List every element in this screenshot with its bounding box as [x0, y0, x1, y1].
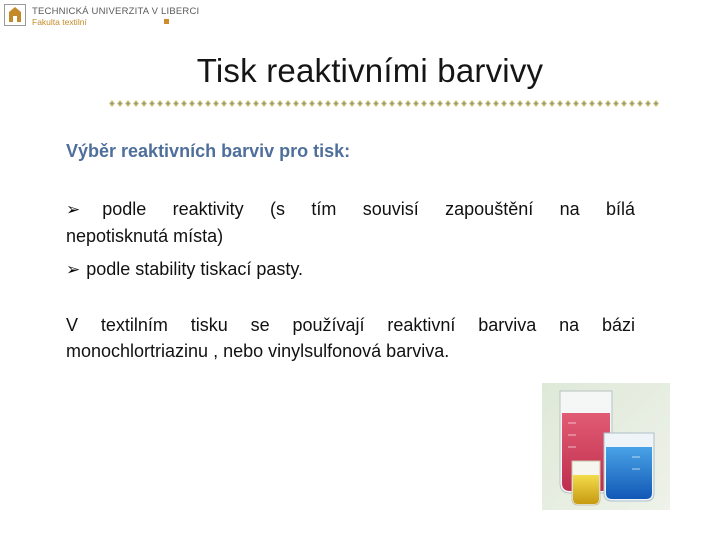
- body-paragraph: [66, 312, 635, 364]
- bullet-line-2: nepotisknutá místa): [66, 226, 224, 246]
- university-logo-icon: [4, 4, 26, 26]
- bullet-item-reactivity: [66, 196, 635, 249]
- laboratory-beakers-image: [542, 383, 670, 510]
- bullet-item-stability: [66, 256, 635, 283]
- university-logo: [4, 4, 204, 28]
- bullet-line-1: [66, 196, 635, 223]
- logo-line-faculty: Fakulta textilní: [32, 17, 87, 27]
- paragraph-line-2: monochlortriazinu , nebo vinylsulfonová barviva.: [66, 341, 450, 361]
- arrow-bullet-icon: ➢: [66, 260, 81, 279]
- logo-line-university: TECHNICKÁ UNIVERZITA V LIBERCI: [32, 6, 200, 17]
- subheading: Výběr reaktivních barviv pro tisk:: [66, 141, 351, 161]
- slide-title: Tisk reaktivními barvivy: [196, 52, 544, 89]
- arrow-bullet-icon: ➢: [66, 200, 81, 219]
- paragraph-line-1: V textilním tisku se používají reaktivní barviva na bázi: [66, 315, 635, 335]
- bullet-text: podle stability tiskací pasty.: [86, 259, 304, 279]
- logo-accent-square: [164, 19, 169, 24]
- bullet-text: podle reaktivity (s tím souvisí zapouštění na bílá: [102, 199, 635, 219]
- decorative-divider: [108, 99, 660, 108]
